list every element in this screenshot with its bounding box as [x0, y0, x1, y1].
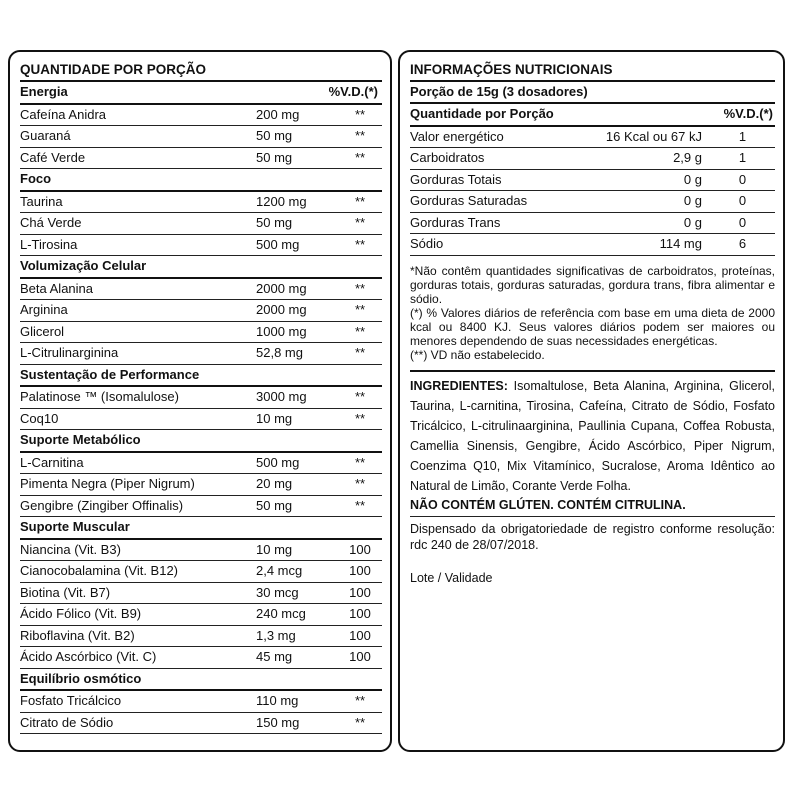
item-qty: 20 mg — [256, 476, 293, 491]
item-vd: ** — [354, 236, 366, 252]
item-vd: ** — [354, 345, 366, 360]
item-vd: 6 — [738, 236, 747, 251]
item-name: Coq10 — [20, 410, 59, 426]
item-vd: 0 — [738, 214, 747, 230]
item-vd: ** — [354, 497, 366, 513]
item-name: Fosfato Tricálcico — [20, 693, 122, 708]
item-name: Taurina — [20, 193, 63, 209]
ingredient-row — [20, 496, 382, 518]
item-qty: 0 g — [683, 214, 702, 230]
item-qty: 52,8 mg — [256, 345, 303, 360]
ingredients-label: INGREDIENTES: — [410, 378, 508, 393]
ingredient-row — [20, 148, 382, 170]
item-name: Gengibre (Zingiber Offinalis) — [20, 497, 184, 513]
ingredient-row — [20, 604, 382, 626]
section-vd-header — [338, 365, 382, 386]
header-name: Quantidade por Porção — [410, 106, 554, 121]
nutrition-notes — [410, 264, 775, 362]
section-spacer — [256, 256, 338, 277]
item-vd: ** — [354, 302, 366, 317]
nutrition-info-panel — [398, 50, 785, 752]
registration-exemption: Dispensado da obrigatoriedade de registro conforme resolução: rdc 240 de 28/07/2018. — [410, 521, 775, 552]
item-vd: ** — [354, 215, 366, 230]
ingredient-row — [20, 322, 382, 344]
item-qty: 2,4 mcg — [256, 563, 303, 578]
section-vd-header — [338, 430, 382, 451]
note-vd-not-established: (**) VD não estabelecido. — [410, 347, 545, 362]
item-name: Chá Verde — [20, 215, 82, 230]
item-vd: ** — [354, 410, 366, 426]
section-name: Sustentação de Performance — [20, 366, 200, 382]
ingredient-row — [20, 105, 382, 127]
ingredient-row — [20, 540, 382, 562]
item-vd: ** — [354, 149, 366, 165]
nutrient-row — [410, 148, 775, 170]
item-qty: 150 mg — [256, 714, 300, 730]
item-name: Carboidratos — [410, 150, 485, 165]
header-qty — [590, 104, 710, 125]
item-name: Gorduras Trans — [410, 214, 501, 230]
section-divider — [410, 370, 775, 372]
ingredient-row — [20, 647, 382, 669]
item-vd: ** — [354, 454, 366, 470]
section-spacer — [256, 430, 338, 451]
nutrient-row — [410, 213, 775, 235]
ingredient-row — [20, 235, 382, 257]
section-header — [20, 669, 382, 692]
ingredient-row — [20, 409, 382, 431]
section-spacer — [249, 82, 329, 103]
portion-quantity-panel — [8, 50, 392, 752]
section-name: Foco — [20, 171, 52, 186]
ingredient-row — [20, 626, 382, 648]
item-name: Cafeína Anidra — [20, 106, 107, 122]
ingredients-text: Isomaltulose, Beta Alanina, Arginina, Glicerol, Taurina, L-carnitina, Tirosina, Cafeína, Citrato de Sódio, Fosfato Tricálcico, L-citrulinaarginina, Paullinia Cupana, Coffea Robusta, Camellia Sinensis, Gengibre, Ácido Ascórbico, Piper Nigrum, Coenzima Q10, Mix Vitamínico, Sucralose, Aroma Idêntico ao Natural de Limão, Corante Verde Folha. — [410, 378, 775, 493]
item-vd: 100 — [349, 627, 371, 643]
portion-quantity-title: QUANTIDADE POR PORÇÃO — [20, 60, 382, 82]
nutrient-row — [410, 234, 775, 256]
item-qty: 240 mcg — [256, 606, 306, 621]
section-header — [20, 169, 382, 192]
item-qty: 10 mg — [256, 410, 293, 426]
section-vd-header — [338, 256, 382, 277]
item-name: Ácido Fólico (Vit. B9) — [20, 606, 142, 621]
item-name: Valor energético — [410, 128, 504, 144]
ingredient-row — [20, 691, 382, 713]
section-header — [20, 365, 382, 388]
section-name: Suporte Metabólico — [20, 432, 141, 447]
ingredient-row — [20, 474, 382, 496]
section-vd-header — [338, 517, 382, 538]
item-vd: ** — [354, 128, 366, 143]
ingredient-row — [20, 192, 382, 214]
item-name: L-Citrulinarginina — [20, 345, 119, 360]
section-header — [20, 82, 382, 105]
item-vd: 100 — [349, 649, 371, 664]
item-vd: 100 — [349, 584, 371, 600]
ingredient-row — [20, 561, 382, 583]
item-vd: 0 — [738, 193, 747, 208]
ingredient-row — [20, 279, 382, 301]
item-vd: ** — [354, 106, 366, 122]
item-name: Cianocobalamina (Vit. B12) — [20, 563, 179, 578]
item-qty: 1000 mg — [256, 323, 307, 339]
section-vd-header — [338, 169, 382, 190]
section-vd-header: %V.D.(*) — [328, 84, 378, 99]
nutrient-row — [410, 127, 775, 149]
section-name: Equilíbrio osmótico — [20, 670, 142, 686]
section-header — [20, 256, 382, 279]
ingredient-row — [20, 126, 382, 148]
section-vd-header — [338, 669, 382, 690]
item-qty: 2000 mg — [256, 280, 307, 296]
item-qty: 30 mcg — [256, 584, 299, 600]
item-qty: 50 mg — [256, 128, 293, 143]
item-qty: 0 g — [683, 193, 702, 208]
section-name: Volumização Celular — [20, 258, 147, 273]
section-spacer — [256, 669, 338, 690]
item-name: L-Carnitina — [20, 454, 84, 470]
item-qty: 114 mg — [659, 236, 702, 251]
item-qty: 16 Kcal ou 67 kJ — [605, 128, 702, 144]
nutrient-row — [410, 170, 775, 192]
item-vd: ** — [354, 714, 366, 730]
item-name: Beta Alanina — [20, 280, 94, 296]
portion-quantity-table — [20, 82, 382, 734]
ingredient-row — [20, 453, 382, 475]
item-name: L-Tirosina — [20, 236, 78, 252]
item-name: Glicerol — [20, 323, 65, 339]
portion-size: Porção de 15g (3 dosadores) — [410, 82, 775, 104]
ingredient-row — [20, 583, 382, 605]
section-spacer — [256, 365, 338, 386]
item-qty: 50 mg — [256, 149, 293, 165]
item-qty: 200 mg — [256, 106, 300, 122]
item-name: Palatinose ™ (Isomalulose) — [20, 389, 179, 404]
item-name: Citrato de Sódio — [20, 714, 114, 730]
item-vd: 0 — [738, 171, 747, 187]
item-qty: 0 g — [683, 171, 702, 187]
item-qty: 2,9 g — [673, 150, 702, 165]
nutrient-row — [410, 191, 775, 213]
ingredient-row — [20, 213, 382, 235]
item-qty: 110 mg — [256, 693, 299, 708]
item-vd: 100 — [349, 606, 371, 621]
item-qty: 500 mg — [256, 236, 300, 252]
item-name: Arginina — [20, 302, 68, 317]
ingredient-row — [20, 713, 382, 735]
section-name: Suporte Muscular — [20, 519, 130, 534]
item-qty: 45 mg — [256, 649, 293, 664]
item-vd: ** — [354, 323, 366, 339]
item-qty: 3000 mg — [256, 389, 307, 404]
nutrition-header-row — [410, 104, 775, 127]
item-qty: 50 mg — [256, 215, 293, 230]
item-vd: ** — [354, 476, 366, 491]
item-vd: 100 — [349, 563, 371, 578]
section-spacer — [256, 517, 338, 538]
item-vd: ** — [354, 389, 366, 404]
item-vd: 100 — [349, 541, 371, 557]
batch-expiry-label: Lote / Validade — [410, 570, 493, 585]
item-name: Niancina (Vit. B3) — [20, 541, 121, 557]
header-vd: %V.D.(*) — [723, 106, 773, 121]
ingredient-row — [20, 387, 382, 409]
item-name: Café Verde — [20, 149, 86, 165]
item-qty: 1,3 mg — [256, 627, 296, 643]
item-vd: ** — [354, 193, 366, 209]
section-header — [20, 517, 382, 540]
item-name: Sódio — [410, 236, 444, 251]
ingredient-row — [20, 343, 382, 365]
section-spacer — [256, 169, 338, 190]
item-name: Gorduras Totais — [410, 171, 502, 187]
item-name: Riboflavina (Vit. B2) — [20, 627, 135, 643]
ingredients-block — [410, 376, 775, 496]
item-vd: ** — [354, 280, 366, 296]
item-qty: 10 mg — [256, 541, 293, 557]
item-name: Ácido Ascórbico (Vit. C) — [20, 649, 157, 664]
item-vd: 1 — [738, 150, 747, 165]
item-name: Gorduras Saturadas — [410, 193, 528, 208]
section-header — [20, 430, 382, 453]
note-not-significant: *Não contêm quantidades significativas de carboidratos, proteínas, gorduras totais, gorduras saturadas, gordura trans, fibra alimentar e sódio. — [410, 263, 775, 306]
item-qty: 500 mg — [256, 454, 300, 470]
section-name: Energia — [20, 84, 68, 99]
item-qty: 1200 mg — [256, 193, 307, 209]
item-name: Guaraná — [20, 128, 71, 143]
gluten-warning: NÃO CONTÉM GLÚTEN. CONTÉM CITRULINA. — [410, 496, 775, 517]
item-qty: 2000 mg — [256, 302, 307, 317]
item-name: Biotina (Vit. B7) — [20, 584, 111, 600]
nutrition-info-title: INFORMAÇÕES NUTRICIONAIS — [410, 60, 775, 82]
ingredient-row — [20, 300, 382, 322]
item-vd: 1 — [738, 128, 747, 144]
item-vd: ** — [354, 693, 366, 708]
item-qty: 50 mg — [256, 497, 293, 513]
nutrition-table — [410, 127, 775, 256]
item-name: Pimenta Negra (Piper Nigrum) — [20, 476, 195, 491]
note-daily-values: (*) % Valores diários de referência com base em uma dieta de 2000 kcal ou 8400 KJ. Seus valores diários podem ser maiores ou menores dependendo de suas necessidades energéticas. — [410, 305, 775, 348]
